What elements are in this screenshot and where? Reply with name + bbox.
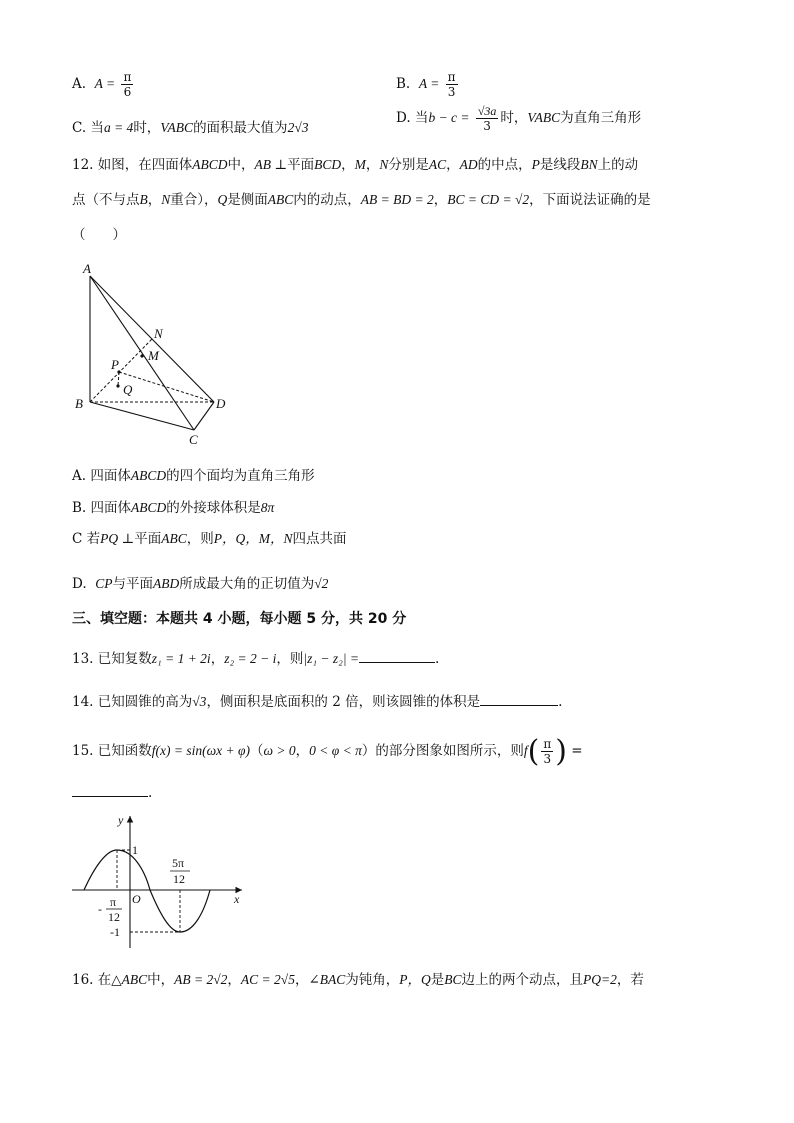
q11-option-d: D. 当b − c = $\frac{√3a}{3}$ 时，VABC为直角三角形 [396, 104, 642, 133]
segment-bn [90, 339, 152, 402]
sine-curve [84, 850, 210, 932]
tick-neg-pi-12-num: π [110, 895, 117, 909]
label-b: B [75, 396, 83, 411]
answer-blank[interactable] [359, 662, 435, 663]
fraction: $\frac{\pi}{3}$ [447, 70, 456, 99]
q11-option-c: C. 当a = 4时，VABC的面积最大值为2√3 [72, 120, 309, 136]
label-c: C [189, 432, 198, 447]
q11-option-b: B. A = $\frac{\pi}{3}$ [396, 70, 456, 99]
answer-blank[interactable] [72, 796, 148, 797]
fraction: $\frac{\pi}{6}$ [123, 70, 132, 99]
sine-graph [72, 810, 252, 950]
answer-blank[interactable] [480, 705, 558, 706]
edge-ac [90, 276, 194, 430]
y-axis-label: y [118, 813, 124, 827]
q11-option-a: A. A = $\frac{\pi}{6}$ [72, 70, 132, 99]
label-n: N [154, 326, 163, 341]
tick-one: 1 [132, 843, 138, 857]
q14: 14. 已知圆锥的高为√3，侧面积是底面积的 2 倍，则该圆锥的体积是 . [72, 694, 563, 710]
x-axis-label: x [234, 892, 240, 906]
q15-line-1: 15. 已知函数f(x) = sin(ωx + φ)（ω > 0，0 < φ < π）的部分图象如图所示，则f( $\frac{\pi}{3}$ ) = [72, 734, 583, 769]
q12-answer-parens: （ ） [72, 227, 126, 243]
label-m: M [148, 348, 159, 363]
q15-line-2: . [72, 785, 152, 801]
q13: 13. 已知复数z₁ = 1 + 2i，z₂ = 2 − i，则|z₁ − z₂| = . [72, 651, 440, 667]
q16: 16. 在△ABC中，AB = 2√2，AC = 2√5，∠BAC为钝角，P，Q是BC边上的两个动点，且PQ=2，若 [72, 972, 644, 988]
q12-option-b: B. 四面体ABCD的外接球体积是8π [72, 500, 275, 516]
fraction: $\frac{\pi}{3}$ [543, 737, 552, 766]
label-d: D [216, 396, 226, 411]
tick-neg-one: -1 [110, 925, 120, 939]
tick-5pi-12-num: 5π [172, 856, 185, 870]
fraction: $\frac{√3a}{3}$ [477, 104, 497, 133]
tetrahedron-figure [72, 258, 242, 450]
section-heading: 三、填空题：本题共 4 小题，每小题 5 分，共 20 分 [72, 611, 407, 627]
origin-label: O [132, 892, 141, 906]
segment-pq [118, 372, 119, 386]
point-q [116, 384, 119, 387]
q12-option-d: D. CP与平面ABD所成最大角的正切值为√2 [72, 576, 329, 592]
label-p: P [111, 357, 119, 372]
tick-neg-pi-12-den: 12 [108, 910, 120, 924]
q12-option-c: C 若PQ ⊥平面ABC，则P，Q，M，N四点共面 [72, 531, 347, 547]
tick-neg-pi-12-sign: - [98, 902, 102, 916]
q12-line-2: 点（不与点B，N重合），Q是侧面ABC内的动点，AB = BD = 2，BC = CD = √2，下面说法证确的是 [72, 192, 651, 208]
label-a: A [83, 261, 91, 276]
tick-5pi-12-den: 12 [173, 872, 185, 886]
label-q: Q [123, 382, 133, 397]
edge-cd [194, 402, 214, 430]
q12-line-1: 12. 如图，在四面体ABCD中，AB ⊥平面BCD，M，N分别是AC，AD的中点，P是线段BN上的动 [72, 157, 639, 173]
point-m [140, 354, 143, 357]
q12-option-a: A. 四面体ABCD的四个面均为直角三角形 [72, 468, 315, 484]
